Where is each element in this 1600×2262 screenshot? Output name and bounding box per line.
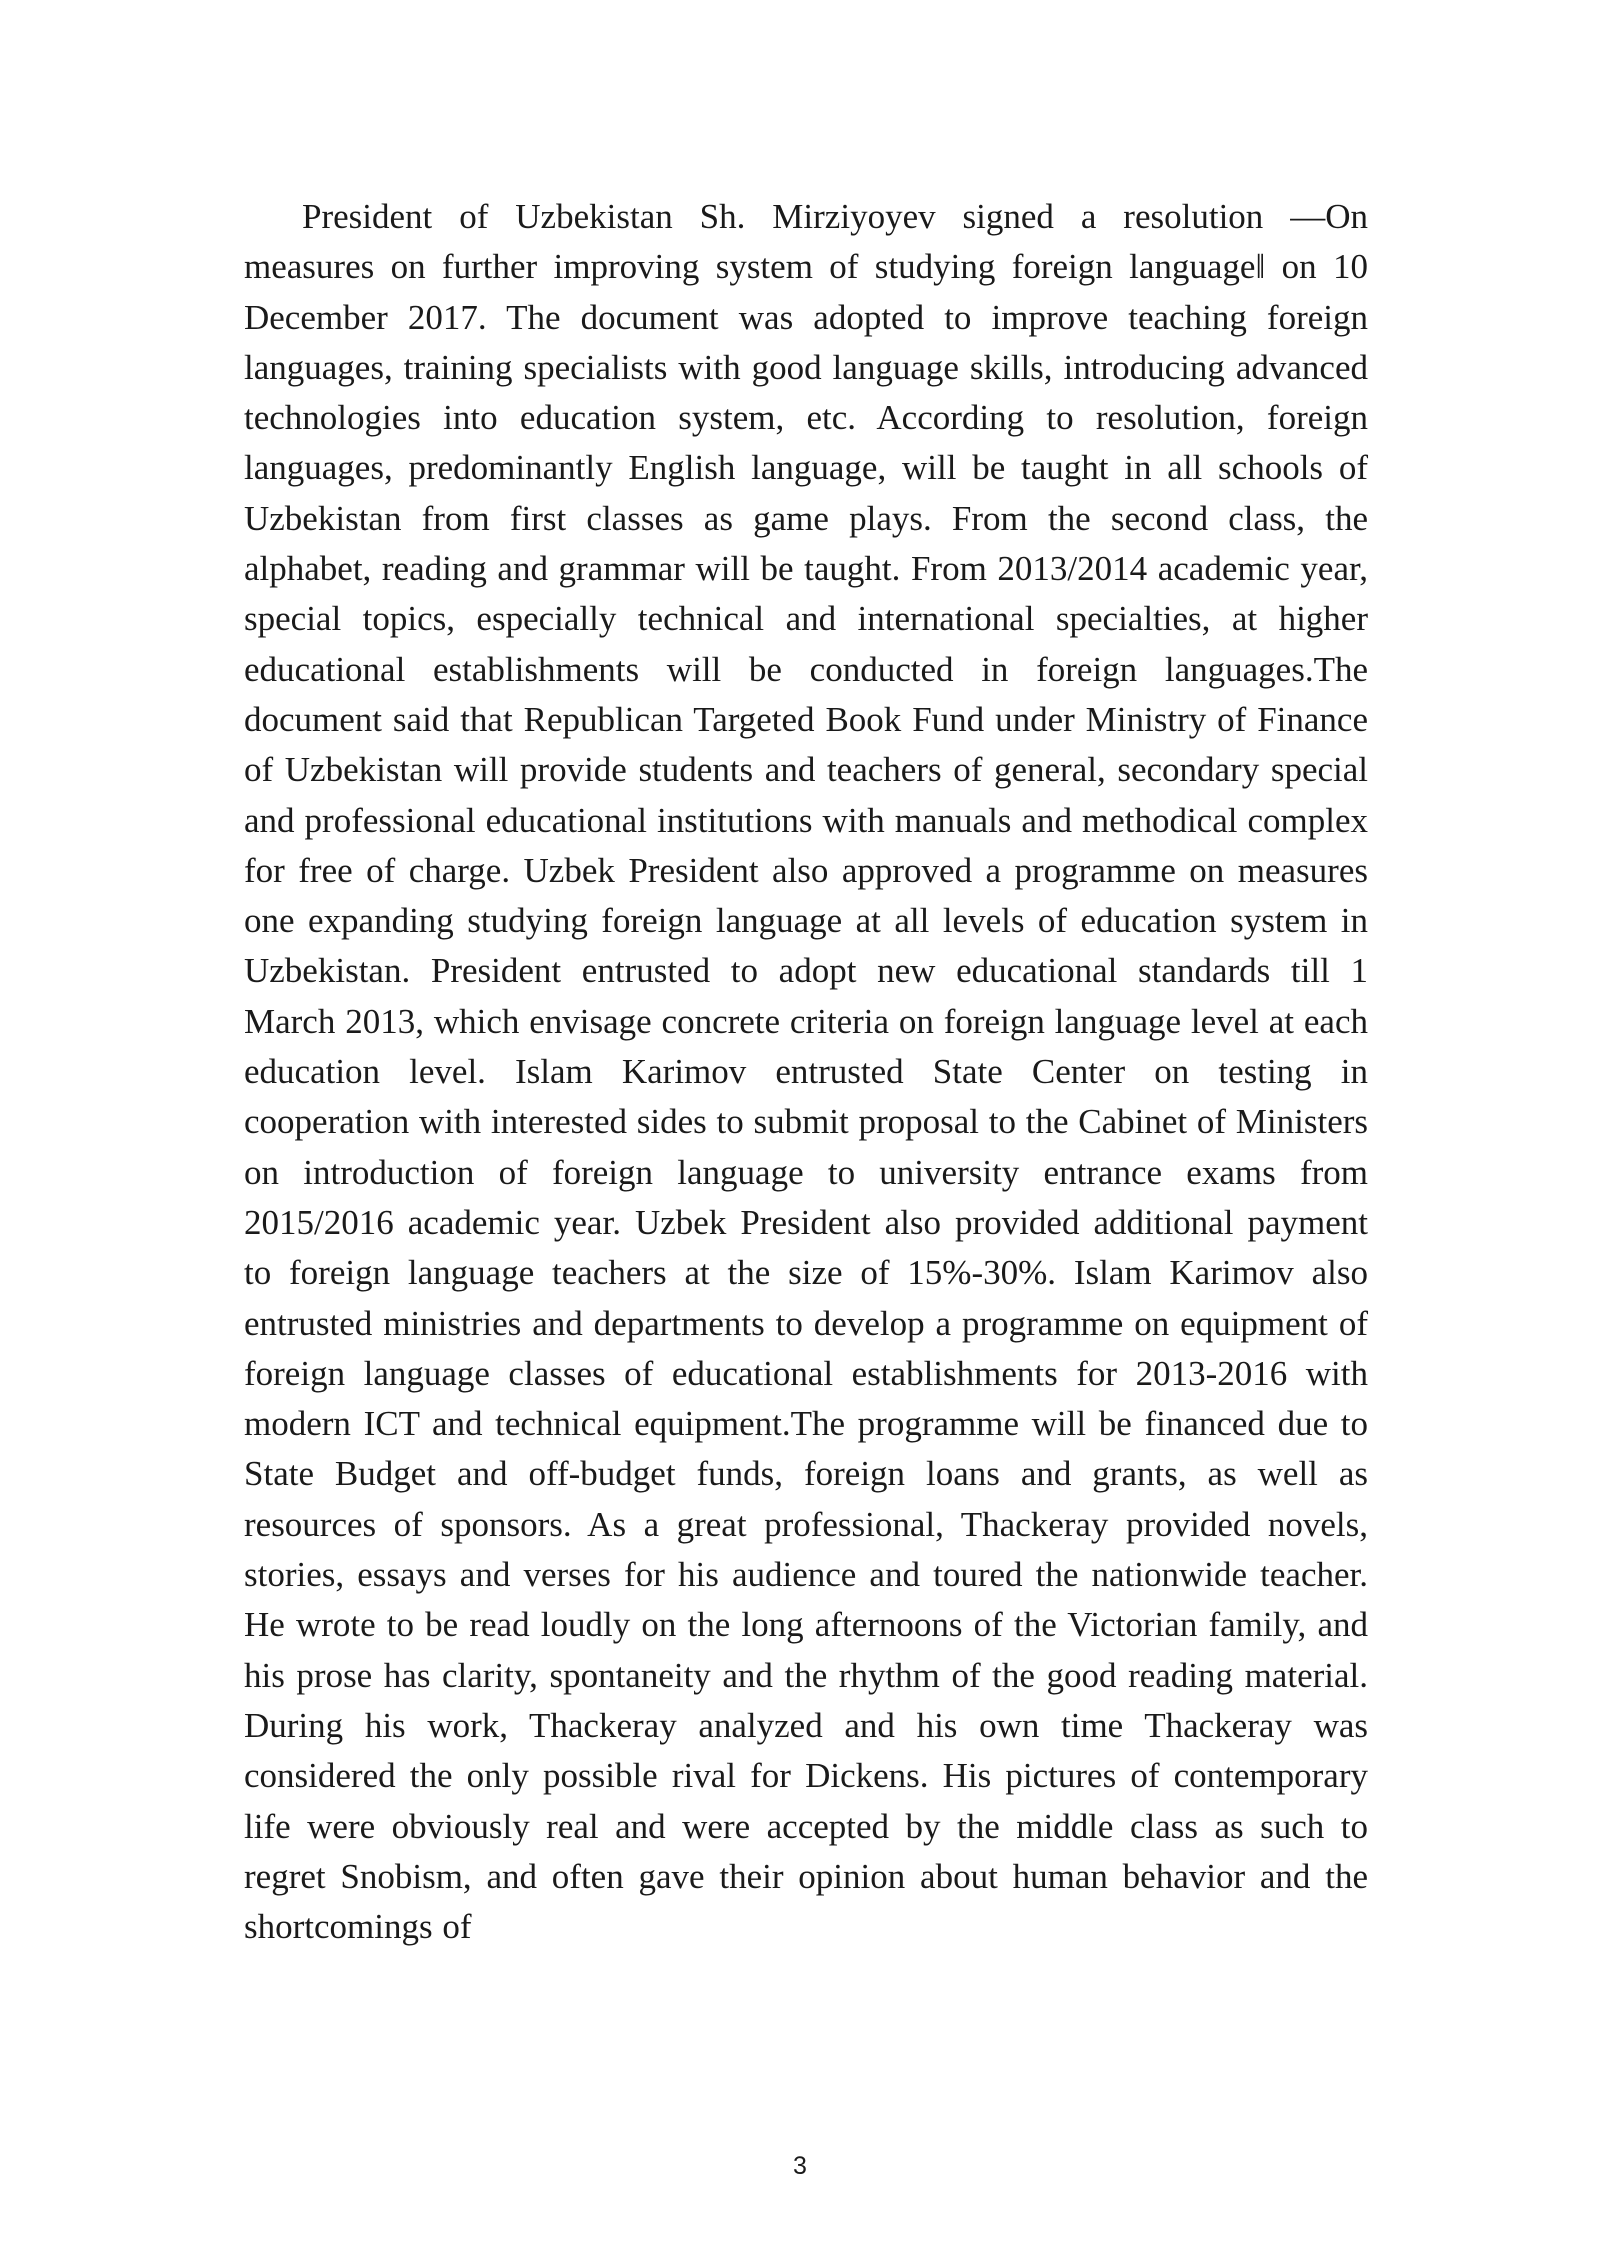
body-paragraph: President of Uzbekistan Sh. Mirziyoyev signed a resolution —On measures on further improving system of studying foreign language‖ on 10 December 2017. The document was adopted to improve teaching foreign languages, training specialists with good language skills, introducing advanced technologies into education system, etc. According to resolution, foreign languages, predominantly English language, will be taught in all schools of Uzbekistan from first classes as game plays. From the second class, the alphabet, reading and grammar will be taught. From 2013/2014 academic year, special topics, especially technical and international specialties, at higher educational establishments will be conducted in foreign languages.The document said that Republican Targeted Book Fund under Ministry of Finance of Uzbekistan will provide students and teachers of general, secondary special and professional educational institutions with manuals and methodical complex for free of charge. Uzbek President also approved a programme on measures one expanding studying foreign language at all levels of education system in Uzbekistan. President entrusted to adopt new educational standards till 1 March 2013, which envisage concrete criteria on foreign language level at each education level. Islam Karimov entrusted State Center on testing in cooperation with interested sides to submit proposal to the Cabinet of Ministers on introduction of foreign language to university entrance exams from 2015/2016 academic year. Uzbek President also provided additional payment to foreign language teachers at the size of 15%-30%. Islam Karimov also entrusted ministries and departments to develop a programme on equipment of foreign language classes of educational establishments for 2013-2016 with modern ICT and technical equipment.The programme will be financed due to State Budget and off-budget funds, foreign loans and grants, as well as resources of sponsors. As a great professional, Thackeray provided novels, stories, essays and verses for his audience and toured the nationwide teacher. He wrote to be read loudly on the long afternoons of the Victorian family, and his prose has clarity, spontaneity and the rhythm of the good reading material. During his work, Thackeray analyzed and his own time Thackeray was considered the only possible rival for Dickens. His pictures of contemporary life were obviously real and were accepted by the middle class as such to regret Snobism, and often gave their opinion about human behavior and the shortcomings of [244, 197, 1369, 1947]
page-number: 3 [793, 2152, 807, 2180]
